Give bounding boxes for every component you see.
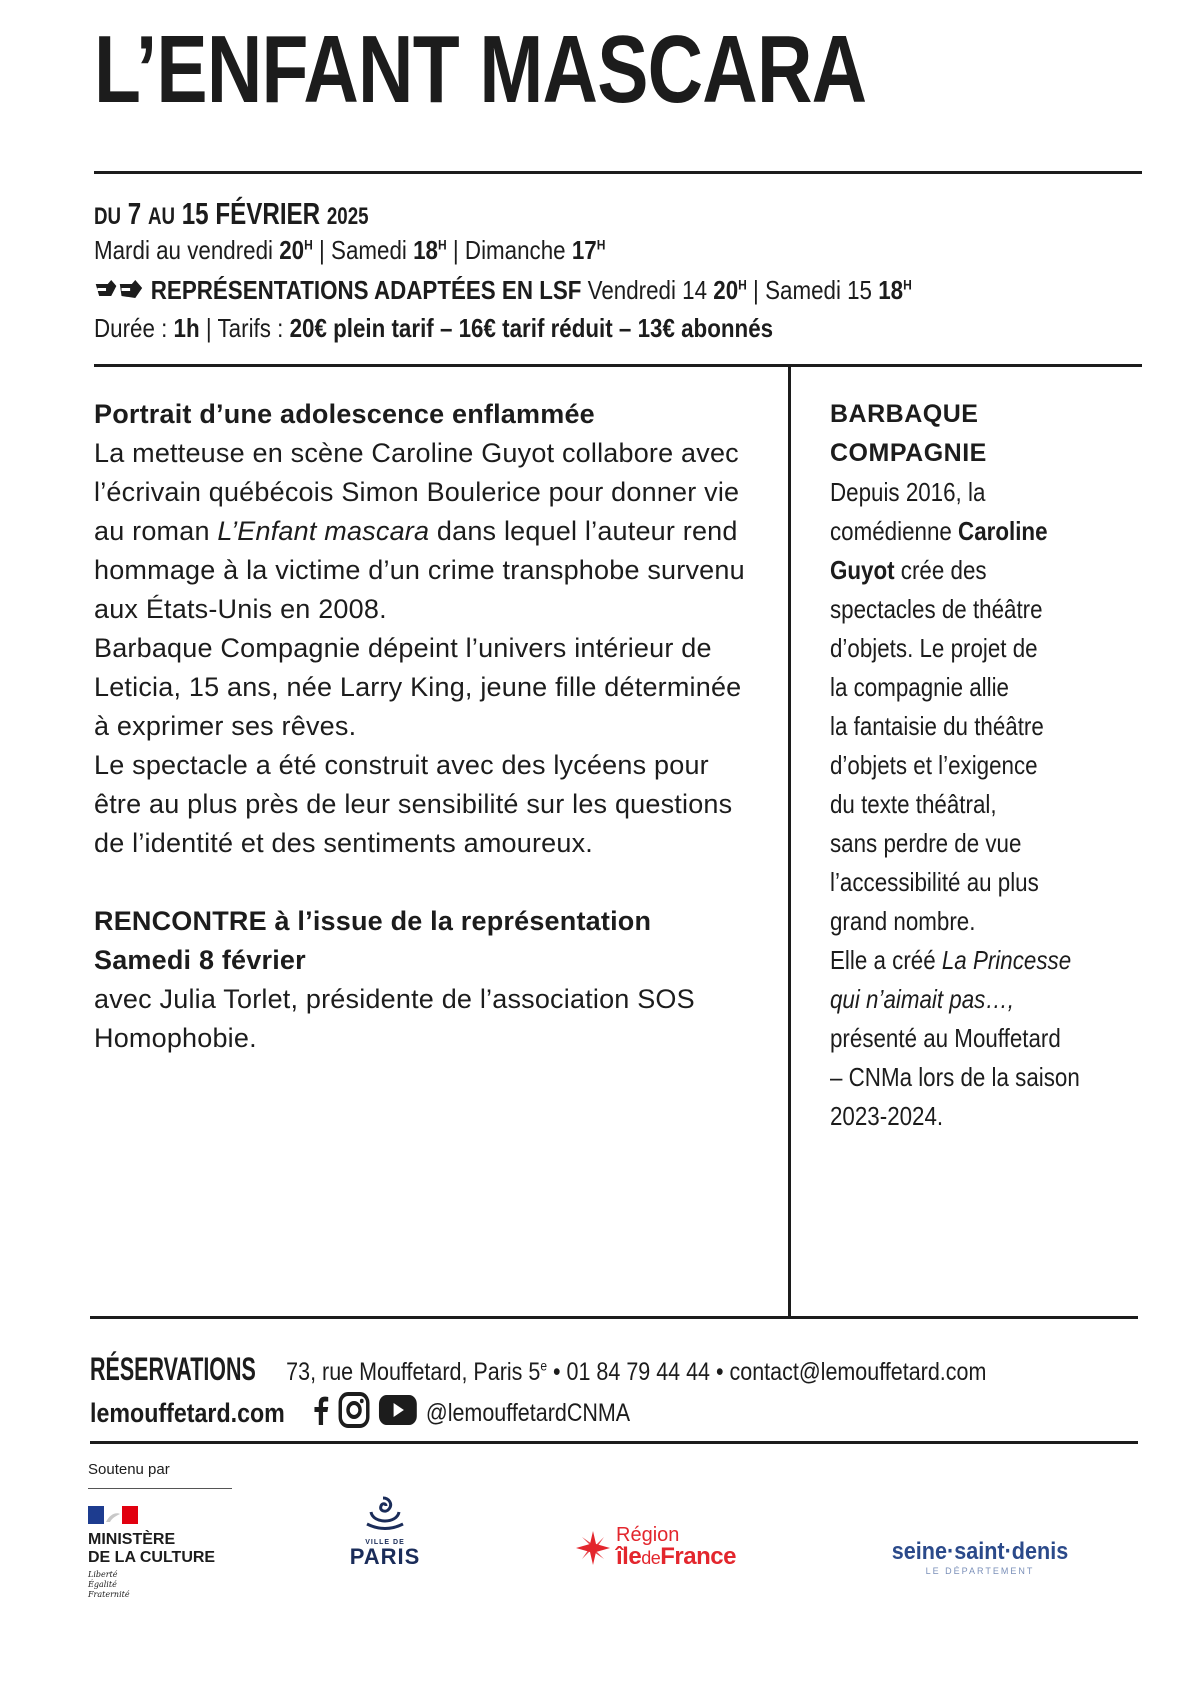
youtube-icon[interactable] [378, 1394, 418, 1433]
description-paragraph-2: Barbaque Compagnie dépeint l’univers intérieur de Leticia, 15 ans, née Larry King, jeune fille déterminée à exprimer ses rêves. [94, 633, 742, 741]
page-title: L’ENFANT MASCARA [94, 16, 867, 123]
web-line [90, 1392, 718, 1435]
description-paragraph-3: Le spectacle a été construit avec des lycéens pour être au plus près de leur sensibilité sur les questions de l’identité et des sentiments amoureux. [94, 750, 733, 858]
company-text-line: la compagnie allie [830, 672, 1010, 702]
phone-link[interactable]: 01 84 79 44 44 [566, 1358, 711, 1386]
description-heading: Portrait d’une adolescence enflammée [94, 399, 595, 429]
schedule-line: Mardi au vendredi $20^H$ | Samedi $18^H$ | Dimanche $17^H$ [94, 235, 606, 265]
region-star-icon [576, 1531, 610, 1565]
supported-by-underline [88, 1488, 232, 1489]
company-text-line: du texte théâtral, [830, 789, 997, 819]
address: 73, rue Mouffetard, Paris 5 [286, 1358, 541, 1386]
company-text-line: Elle a créé La Princesse [830, 945, 1072, 975]
instagram-icon[interactable] [338, 1392, 369, 1435]
paris-boat-icon [363, 1494, 407, 1534]
ville-de-paris-logo: VILLE DE PARIS [344, 1494, 426, 1568]
top-rule [94, 171, 1142, 174]
company-text-line: d’objets. Le projet de [830, 633, 1038, 663]
column-divider [788, 366, 791, 1316]
lsf-line: REPRÉSENTATIONS ADAPTÉES EN LSF Vendredi 14 $20^H$ | Samedi 15 $18^H$ [94, 275, 1045, 309]
company-text-line: la fantaisie du théâtre [830, 711, 1044, 741]
meeting-date: Samedi 8 février [94, 945, 306, 975]
company-text-line: – CNMa lors de la saison [830, 1062, 1080, 1092]
description-paragraph-1: La metteuse en scène Caroline Guyot collabore avec l’écrivain québécois Simon Boulerice pour donner vie au roman L’Enfant mascara dans lequel l’auteur rend hommage à la victime d’un crime transphobe survenu aux États-Unis en 2008. [94, 438, 745, 624]
social-handle[interactable]: @lemouffetardCNMA [425, 1399, 631, 1427]
facebook-icon[interactable] [311, 1395, 330, 1432]
company-column [830, 395, 1130, 1136]
region-ile-de-france-logo: Région îledeFrance [576, 1525, 736, 1570]
company-text-line: d’objets et l’exigence [830, 750, 1038, 780]
company-text-line: comédienne Caroline [830, 516, 1048, 546]
pricing-line: Durée : 1h | Tarifs : 20€ plein tarif – 16€ tarif réduit – 13€ abonnés [94, 313, 774, 343]
company-text-line: grand nombre. [830, 906, 976, 936]
sign-language-hands-icon [94, 276, 144, 309]
description-column [94, 395, 754, 1058]
company-text-line: l’accessibilité au plus [830, 867, 1039, 897]
company-text-line: Depuis 2016, la [830, 477, 986, 507]
company-text-line: spectacles de théâtre [830, 594, 1043, 624]
seine-saint-denis-logo: seine·saint·denis LE DÉPARTEMENT [891, 1538, 1069, 1576]
company-text-line: 2023-2024. [830, 1101, 944, 1131]
date-range: DU 7 AU 15 FÉVRIER 2025 [94, 196, 369, 231]
meeting-heading: RENCONTRE à l’issue de la représentation [94, 906, 652, 936]
meeting-text: avec Julia Torlet, présidente de l’association SOS Homophobie. [94, 984, 695, 1053]
french-flag-icon [88, 1506, 138, 1524]
mid-rule [94, 364, 1142, 367]
company-name-1: BARBAQUE [830, 400, 979, 428]
reservations-line: RÉSERVATIONS 73, rue Mouffetard, Paris 5e • 01 84 79 44 44 • contact@lemouffetard.com [90, 1351, 987, 1387]
company-name-2: COMPAGNIE [830, 439, 987, 467]
company-text-line: Guyot crée des [830, 555, 987, 585]
reservations-label: RÉSERVATIONS [90, 1351, 256, 1387]
company-text-line: sans perdre de vue [830, 828, 1022, 858]
supported-by-label: Soutenu par [88, 1461, 170, 1478]
company-text-line: présenté au Mouffetard [830, 1023, 1061, 1053]
company-text-line: qui n’aimait pas…, [830, 984, 1014, 1014]
reservations-top-rule [90, 1316, 1138, 1319]
supporters-top-rule [90, 1441, 1138, 1444]
ministere-culture-logo: MINISTÈRE DE LA CULTURE Liberté Égalité Fraternité [88, 1506, 215, 1600]
email-link[interactable]: contact@lemouffetard.com [729, 1358, 987, 1386]
website-link[interactable]: lemouffetard.com [90, 1398, 285, 1428]
